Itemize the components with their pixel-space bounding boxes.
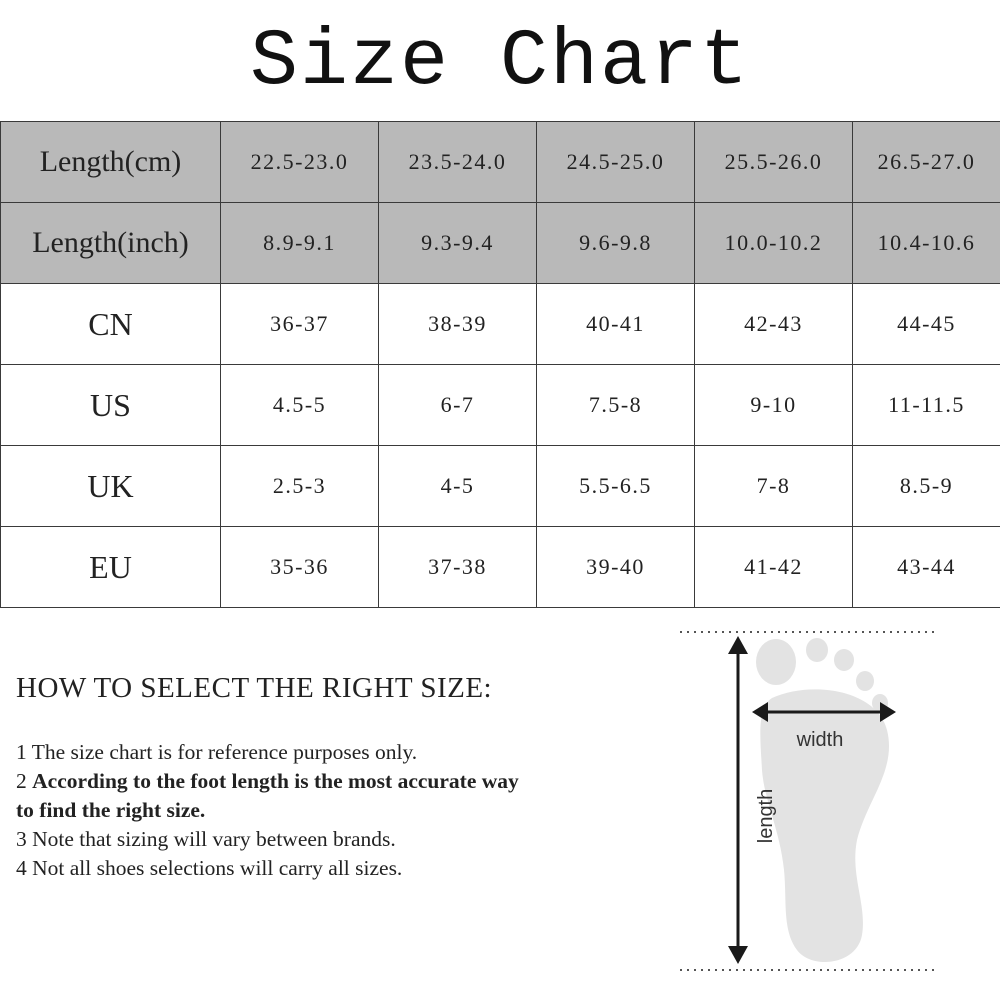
table-cell: 10.4-10.6 [853,203,1000,284]
table-cell: 8.9-9.1 [221,203,379,284]
table-cell: 25.5-26.0 [695,122,853,203]
table-cell: 39-40 [537,527,695,608]
row-label: Length(inch) [1,203,221,284]
foot-measurement-diagram [672,620,942,980]
table-row-us [1,365,1000,446]
table-cell: 2.5-3 [221,446,379,527]
length-label: length [755,788,777,844]
table-row-eu [1,527,1000,608]
size-table [0,121,1000,608]
table-cell: 40-41 [537,284,695,365]
guide-item-2 [16,767,536,825]
table-cell: 4.5-5 [221,365,379,446]
table-cell: 11-11.5 [853,365,1000,446]
table-cell: 9.6-9.8 [537,203,695,284]
table-row-length-inch [1,203,1000,284]
table-cell: 9-10 [695,365,853,446]
table-cell: 37-38 [379,527,537,608]
table-cell: 9.3-9.4 [379,203,537,284]
guide-item-number: 2 [16,769,27,793]
guide-item-3 [16,825,536,854]
page-title: Size Chart [249,17,751,108]
table-cell: 38-39 [379,284,537,365]
guide-item-number: 4 [16,856,27,880]
table-cell: 24.5-25.0 [537,122,695,203]
row-label: Length(cm) [1,122,221,203]
table-cell: 23.5-24.0 [379,122,537,203]
table-row-length-cm [1,122,1000,203]
guide-item-number: 3 [16,827,27,851]
table-cell: 43-44 [853,527,1000,608]
table-cell: 7-8 [695,446,853,527]
table-cell: 35-36 [221,527,379,608]
table-cell: 8.5-9 [853,446,1000,527]
table-cell: 42-43 [695,284,853,365]
table-cell: 44-45 [853,284,1000,365]
guide-heading: HOW TO SELECT THE RIGHT SIZE: [16,672,493,704]
row-label: UK [1,446,221,527]
table-cell: 22.5-23.0 [221,122,379,203]
table-row-uk [1,446,1000,527]
guide-item-text: According to the foot length is the most accurate way to find the right size. [16,769,519,822]
row-label: EU [1,527,221,608]
guide-item-text: Not all shoes selections will carry all sizes. [32,856,403,880]
table-cell: 7.5-8 [537,365,695,446]
guide-item-text: The size chart is for reference purposes only. [31,740,418,764]
table-cell: 10.0-10.2 [695,203,853,284]
table-cell: 26.5-27.0 [853,122,1000,203]
length-arrow-icon [728,636,748,964]
guide-item-number: 1 [16,740,27,764]
row-label: US [1,365,221,446]
table-row-cn [1,284,1000,365]
width-label: width [796,729,844,751]
guide-item-text: Note that sizing will vary between brands. [32,827,396,851]
guide-item-4 [16,854,536,883]
table-cell: 36-37 [221,284,379,365]
row-label: CN [1,284,221,365]
guide-list [16,738,536,883]
table-cell: 41-42 [695,527,853,608]
table-cell: 4-5 [379,446,537,527]
guide-item-1 [16,738,536,767]
table-cell: 6-7 [379,365,537,446]
table-cell: 5.5-6.5 [537,446,695,527]
